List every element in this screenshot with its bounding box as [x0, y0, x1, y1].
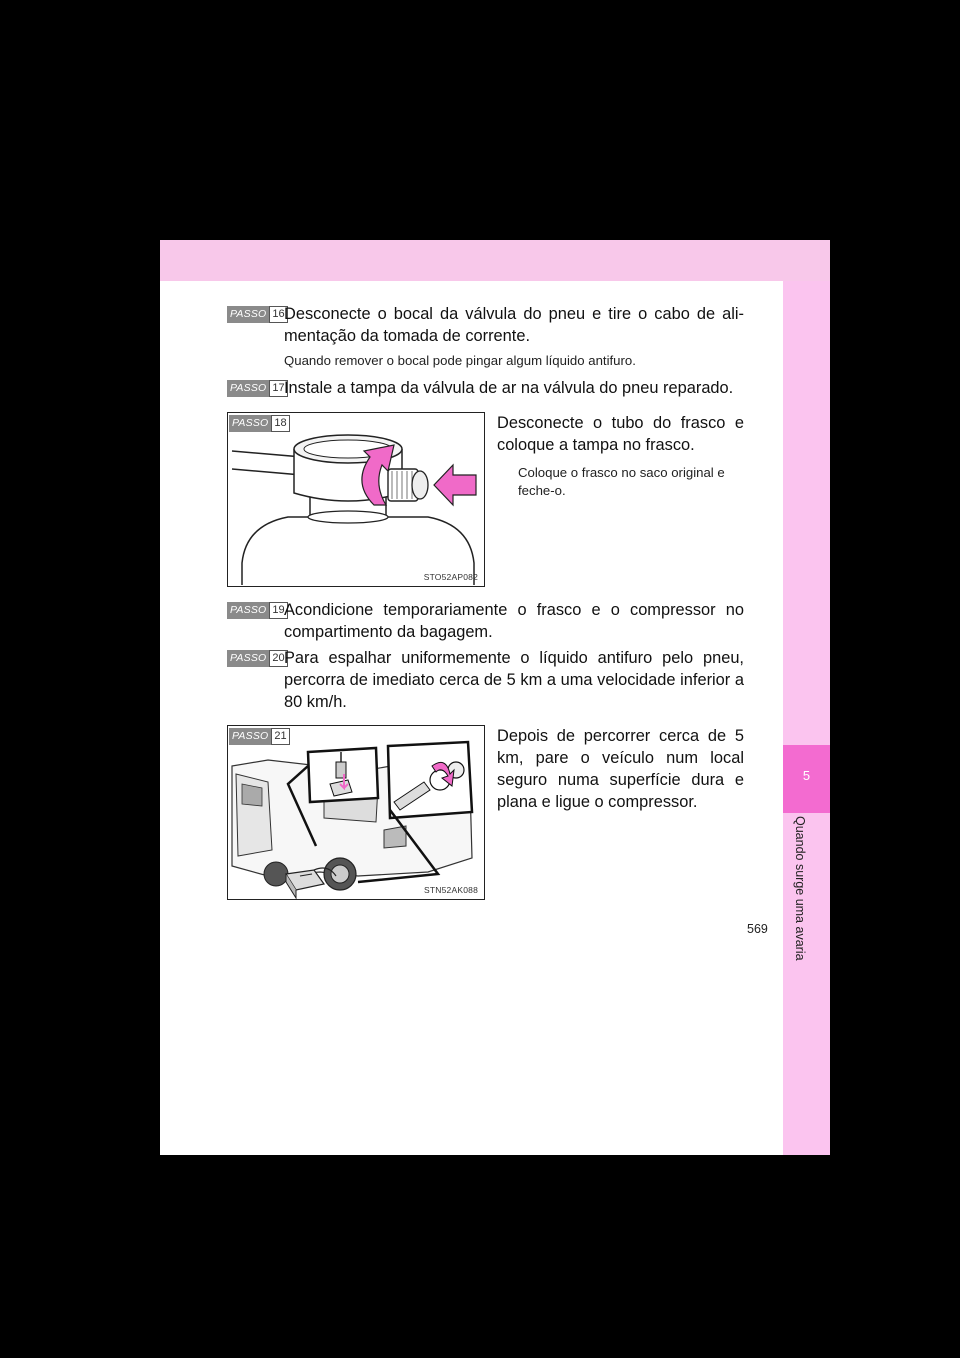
bottle-cap-illustration: [228, 413, 484, 586]
step-word: PASSO: [227, 602, 269, 619]
step-number: 17: [269, 380, 287, 397]
chapter-number: 5: [802, 768, 811, 783]
step-word: PASSO: [229, 728, 271, 745]
step-19-label: [227, 602, 288, 619]
step-16-label: [227, 306, 288, 323]
step-number: 21: [271, 728, 289, 745]
step-word: PASSO: [227, 380, 269, 397]
step-17-text: Instale a tampa da válvula de ar na válvula do pneu reparado.: [284, 379, 734, 397]
step-16-text: Desconecte o bocal da válvula do pneu e tire o cabo de ali-mentação da tomada de corrente.: [284, 305, 744, 345]
chapter-title: Quando surge uma avaria: [793, 816, 807, 961]
figure-bottle-cap: [227, 412, 485, 587]
figure-car-compressor: [227, 725, 485, 900]
step-18-text: Desconecte o tubo do frasco e coloque a tampa no frasco.: [497, 414, 744, 454]
step-16-note: Quando remover o bocal pode pingar algum líquido antifuro.: [284, 353, 636, 368]
step-18-note: Coloque o frasco no saco original e feche-o.: [518, 465, 725, 498]
step-20-text: Para espalhar uniformemente o líquido antifuro pelo pneu, percorra de imediato cerca de 5 km a uma velocidade inferior a 80 km/h.: [284, 649, 744, 711]
step-20-label: [227, 650, 288, 667]
step-number: 16: [269, 306, 287, 323]
header-band: [160, 240, 830, 281]
step-word: PASSO: [227, 650, 269, 667]
figure-code: STO52AP082: [423, 572, 478, 582]
step-number: 20: [269, 650, 287, 667]
car-compressor-illustration: [228, 726, 484, 899]
step-word: PASSO: [229, 415, 271, 432]
page-number: 569: [747, 922, 768, 936]
step-word: PASSO: [227, 306, 269, 323]
step-number: 19: [269, 602, 287, 619]
step-19-text: Acondicione temporariamente o frasco e o compressor no compartimento da bagagem.: [284, 601, 744, 641]
figure-code: STN52AK088: [424, 885, 478, 895]
step-17-label: [227, 380, 288, 397]
side-tab: [783, 281, 830, 1155]
step-number: 18: [271, 415, 289, 432]
manual-page: [160, 240, 830, 1155]
step-21-text: Depois de percorrer cerca de 5 km, pare o veículo num local seguro numa superfície dura e plana e ligue o compressor.: [497, 727, 744, 811]
